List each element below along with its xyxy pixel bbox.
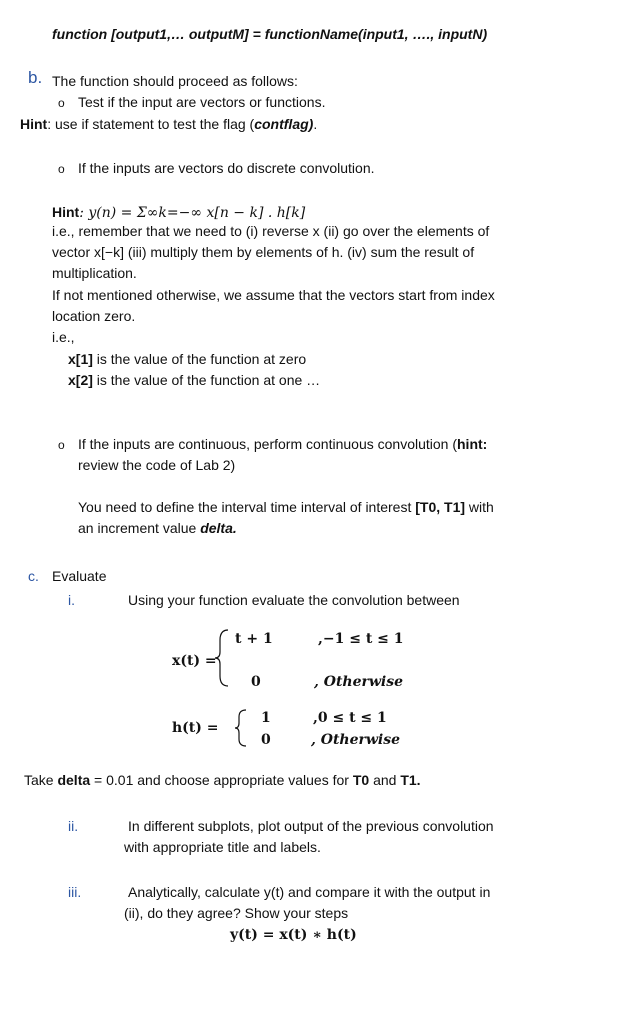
x-brace bbox=[214, 628, 230, 688]
bullet-icon: o bbox=[58, 438, 65, 452]
h-brace bbox=[234, 708, 248, 748]
hint-1 bbox=[20, 115, 317, 133]
index-line-2: location zero. bbox=[52, 308, 136, 324]
section-b-intro: The function should proceed as follows: bbox=[52, 73, 298, 89]
bullet-3-hint: hint: bbox=[457, 436, 488, 452]
hint-2-formula: : y(n) = Σ∞k=−∞ x[n − k] . h[k] bbox=[79, 205, 306, 221]
hint-1-flag: contflag) bbox=[254, 116, 314, 132]
item-2-line-1: In different subplots, plot output of the previous convolution bbox=[128, 818, 494, 834]
x-case-2-expr: 0 bbox=[251, 674, 261, 690]
h-case-1-expr: 1 bbox=[261, 710, 271, 726]
interval-code: [T0, T1] bbox=[415, 499, 466, 515]
x2-code: x[2] bbox=[68, 372, 93, 388]
interval-text-c: an increment value bbox=[78, 520, 201, 536]
take-text-a: Take bbox=[24, 772, 58, 788]
item-1-number: i. bbox=[68, 592, 75, 608]
take-delta-line bbox=[24, 771, 421, 789]
take-t1: T1. bbox=[400, 772, 421, 788]
interval-text-a: You need to define the interval time interval of interest bbox=[78, 499, 416, 515]
index-line-1: If not mentioned otherwise, we assume that the vectors start from index bbox=[52, 287, 495, 303]
x1-line bbox=[68, 350, 306, 368]
item-3-number: iii. bbox=[68, 884, 82, 900]
hint-2-label: Hint bbox=[52, 204, 80, 220]
hint-1-end: . bbox=[313, 116, 318, 132]
x-case-1-expr: t + 1 bbox=[235, 631, 273, 647]
signature-rhs: functionName(input1, …., inputN) bbox=[264, 26, 488, 42]
bullet-2-text: If the inputs are vectors do discrete convolution. bbox=[78, 160, 375, 176]
item-3-line-1: Analytically, calculate y(t) and compare it with the output in bbox=[128, 884, 491, 900]
section-c-label: c. bbox=[28, 568, 39, 584]
interval-text-b: with bbox=[465, 499, 494, 515]
bullet-3-line-2: review the code of Lab 2) bbox=[78, 457, 236, 473]
h-case-2-expr: 0 bbox=[261, 732, 271, 748]
section-b-label: b. bbox=[28, 68, 43, 87]
hint-1-label: Hint bbox=[20, 116, 48, 132]
h-case-2-cond: , Otherwise bbox=[311, 732, 401, 748]
take-text-c: and bbox=[369, 772, 401, 788]
interval-delta: delta. bbox=[200, 520, 237, 536]
bullet-3-text: If the inputs are continuous, perform continuous convolution ( bbox=[78, 436, 457, 452]
x-case-2-cond: , Otherwise bbox=[314, 674, 404, 690]
item-3-line-2: (ii), do they agree? Show your steps bbox=[124, 905, 349, 921]
hint-2-line-3: multiplication. bbox=[52, 265, 137, 281]
h-case-1-cond: ,0 ≤ t ≤ 1 bbox=[313, 710, 387, 726]
section-c-title: Evaluate bbox=[52, 568, 107, 584]
x2-text: is the value of the function at one … bbox=[92, 372, 321, 388]
x-lhs: x(t) = bbox=[172, 653, 217, 669]
take-t0: T0 bbox=[352, 772, 370, 788]
item-2-number: ii. bbox=[68, 818, 79, 834]
x-case-1-cond: ,−1 ≤ t ≤ 1 bbox=[318, 631, 404, 647]
bullet-3-line-1 bbox=[78, 435, 487, 453]
function-signature bbox=[52, 25, 487, 43]
bullet-icon: o bbox=[58, 96, 65, 110]
h-lhs: h(t) = bbox=[172, 720, 219, 736]
signature-eq: = bbox=[248, 26, 265, 42]
item-1-text: Using your function evaluate the convolution between bbox=[128, 592, 460, 608]
x1-code: x[1] bbox=[68, 351, 93, 367]
interval-line-1 bbox=[78, 498, 494, 516]
bullet-icon: o bbox=[58, 162, 65, 176]
hint-1-text: : use if statement to test the flag ( bbox=[47, 116, 255, 132]
hint-2-line-1: i.e., remember that we need to (i) reverse x (ii) go over the elements of bbox=[52, 223, 490, 239]
ie-label: i.e., bbox=[52, 329, 75, 345]
bullet-1-text: Test if the input are vectors or functions. bbox=[78, 94, 326, 110]
hint-2-line-2: vector x[−k] (iii) multiply them by elements of h. (iv) sum the result of bbox=[52, 244, 475, 260]
take-delta: delta bbox=[57, 772, 91, 788]
item-2-line-2: with appropriate title and labels. bbox=[124, 839, 321, 855]
x1-text: is the value of the function at zero bbox=[92, 351, 307, 367]
x2-line bbox=[68, 371, 320, 389]
item-3-formula: y(t) = x(t) ∗ h(t) bbox=[230, 927, 357, 943]
take-text-b: = 0.01 and choose appropriate values for bbox=[90, 772, 353, 788]
hint-2 bbox=[52, 203, 305, 222]
interval-line-2 bbox=[78, 519, 237, 537]
signature-lhs: function [output1,… outputM] bbox=[52, 26, 249, 42]
